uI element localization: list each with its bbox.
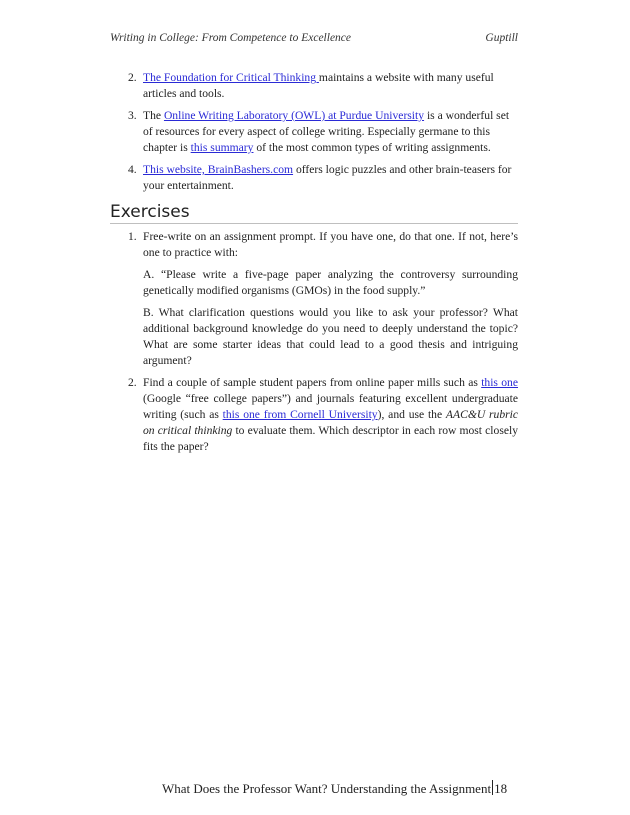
- list-item: [110, 162, 518, 194]
- exercise-list: [110, 229, 518, 461]
- purdue-owl-link[interactable]: Online Writing Laboratory (OWL) at Purdue University: [163, 109, 425, 122]
- header-book-title: Writing in College: From Competence to Excellence: [110, 32, 352, 44]
- list-text: maintains a website with many useful articles and tools.: [143, 71, 494, 100]
- exercises-heading: Exercises: [110, 202, 518, 224]
- list-text: (Google “free college papers”) and journals featuring excellent undergraduate writing (such as: [143, 392, 518, 421]
- list-item: [110, 375, 518, 455]
- list-number: 1.: [128, 230, 137, 243]
- list-text: to evaluate them. Which descriptor in each row most closely fits the paper?: [143, 424, 518, 453]
- brainbashers-link[interactable]: This website, BrainBashers.com: [143, 163, 294, 176]
- list-item: [110, 70, 518, 102]
- list-number: 3.: [128, 109, 137, 122]
- list-item: [110, 108, 518, 156]
- list-text: The: [143, 109, 164, 122]
- foundation-critical-thinking-link[interactable]: The Foundation for Critical Thinking: [143, 71, 319, 84]
- footer-chapter-title: What Does the Professor Want? Understanding the Assignment: [162, 781, 492, 796]
- page-number: 18: [494, 781, 508, 796]
- list-number: 4.: [128, 163, 137, 176]
- list-number: 2.: [128, 376, 137, 389]
- exercise-part-a: A. “Please write a five-page paper analyzing the controversy surrounding genetically modified organisms (GMOs) in the food supply.”: [143, 268, 518, 297]
- exercise-prompt: Free-write on an assignment prompt. If you have one, do that one. If not, here’s one to practice with:: [143, 230, 518, 259]
- footer-divider: [492, 780, 493, 795]
- list-item: [110, 229, 518, 369]
- list-text: Find a couple of sample student papers from online paper mills such as: [143, 376, 482, 389]
- rubric-title: AAC&U rubric on critical thinking: [143, 408, 518, 437]
- header-author: Guptill: [485, 32, 518, 44]
- list-text: of the most common types of writing assignments.: [253, 141, 491, 154]
- resource-list: [110, 70, 518, 200]
- cornell-link[interactable]: this one from Cornell University: [222, 408, 378, 421]
- paper-mill-link[interactable]: this one: [481, 376, 519, 389]
- page-footer: [162, 780, 507, 797]
- list-number: 2.: [128, 71, 137, 84]
- list-text: ), and use the: [377, 408, 446, 421]
- exercise-part-b: B. What clarification questions would you like to ask your professor? What additional background knowledge do you need to deeply understand the topic? What are some starter ideas that could lead to a good thesis and intriguing argument?: [143, 306, 518, 367]
- list-text: offers logic puzzles and other brain-teasers for your entertainment.: [143, 163, 512, 192]
- list-text: is a wonderful set of resources for every aspect of college writing. Especially germane to this chapter is: [143, 109, 510, 154]
- this-summary-link[interactable]: this summary: [190, 141, 254, 154]
